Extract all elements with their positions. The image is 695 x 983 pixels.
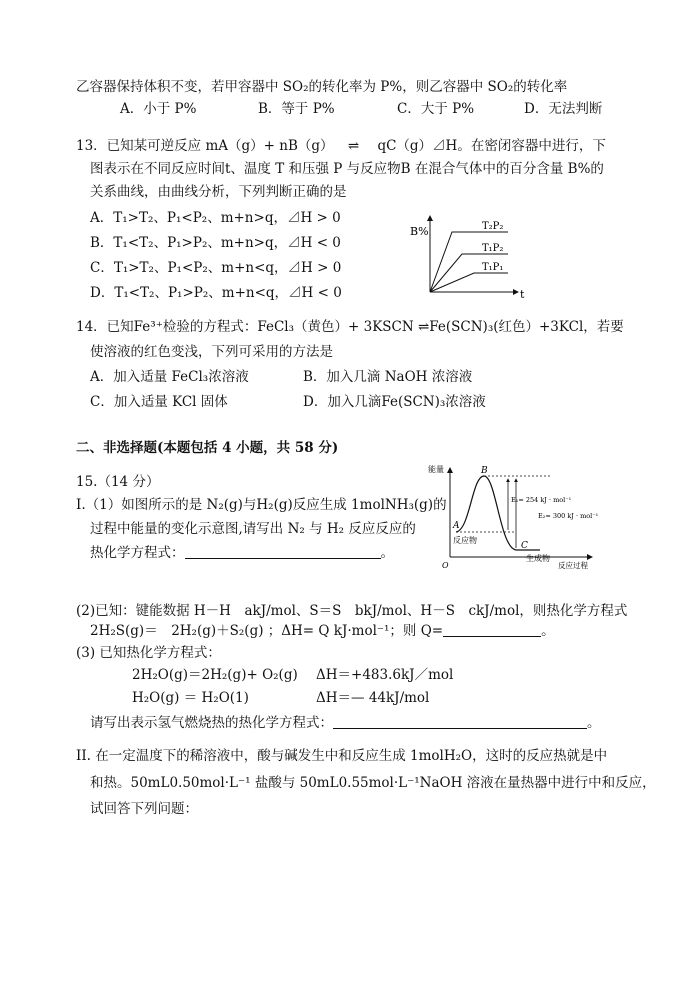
q12-option-a: A．小于 P% [120, 101, 197, 117]
q14-option-c: C．加入适量 KCl 固体 [90, 394, 228, 410]
q13-option-d: D．T₁<T₂、P₁>P₂、m+n<q，⊿H < 0 [90, 285, 342, 301]
energy-e2-label: E₂= 300 kJ · mol⁻¹ [538, 512, 599, 520]
q15-p2-line1: (2)已知：键能数据 H－H akJ/mol、S＝S bkJ/mol、H－S ckJ/mol，则热化学方程式 [76, 603, 628, 619]
q15-p3-ask-line [90, 714, 601, 732]
q13-graph [400, 210, 540, 302]
q13-stem-line2: 图表示在不同反应时间t、温度 T 和压强 P 与反应物B 在混合气体中的百分含量 B%的 [90, 161, 604, 177]
q15-p1-line2: 过程中能量的变化示意图,请写出 N₂ 与 H₂ 反应反应的 [90, 521, 416, 537]
q15-header: 15.（14 分） [76, 474, 160, 490]
q15-p2-answer-blank[interactable] [443, 622, 541, 637]
q13-curve-label-t1p2: T₁P₂ [482, 243, 504, 254]
q13-stem-part1: 13．已知某可逆反应 mA（g）+ nB（g） [76, 138, 334, 154]
q15-p3-ask: 请写出表示氢气燃烧热的热化学方程式： [90, 715, 333, 731]
q13-stem-part2: qC（g）⊿H。在密闭容器中进行，下 [377, 138, 606, 154]
q14-stem-line1: 14．已知Fe³⁺检验的方程式：FeCl₃（黄色）+ 3KSCN ⇌Fe(SCN)₃(红色）+3KCl，若要 [76, 319, 624, 335]
energy-product-label: 生成物 [526, 554, 550, 563]
energy-point-a: A [453, 521, 460, 531]
q14-option-d: D．加入几滴Fe(SCN)₃浓溶液 [303, 394, 486, 410]
energy-origin-label: O [442, 561, 449, 570]
q15-ii-line1: II. 在一定温度下的稀溶液中，酸与碱发生中和反应生成 1molH₂O，这时的反应热就是中 [76, 748, 608, 764]
energy-reactant-label: 反应物 [453, 536, 477, 545]
q13-option-b: B．T₁<T₂、P₁>P₂、m+n>q，⊿H < 0 [90, 235, 341, 251]
q13-x-label: t [520, 288, 525, 301]
energy-point-c: C [521, 541, 528, 551]
section2-title: 二、非选择题(本题包括 4 小题，共 58 分) [76, 440, 339, 456]
q15-p1-answer-blank[interactable] [185, 544, 381, 559]
q15-p2-end: 。 [541, 623, 555, 639]
q13-y-label: B% [410, 225, 429, 238]
q13-option-a: A．T₁>T₂、P₁<P₂、m+n>q，⊿H > 0 [90, 210, 341, 226]
q12-stem: 乙容器保持体积不变，若甲容器中 SO₂的转化率为 P%，则乙容器中 SO₂的转化率 [76, 79, 568, 95]
energy-diagram [420, 462, 600, 570]
energy-y-label: 能量 [428, 465, 444, 474]
q12-option-b: B．等于 P% [258, 101, 335, 117]
q15-eq2-right: ΔH＝— 44kJ/mol [316, 690, 430, 706]
q12-option-c: C．大于 P% [397, 101, 475, 117]
q15-eq1-right: ΔH＝+483.6kJ／mol [316, 667, 454, 683]
q13-option-c: C．T₁>T₂、P₁<P₂、m+n<q，⊿H > 0 [90, 260, 342, 276]
q14-stem-line2: 使溶液的红色变浅，下列可采用的方法是 [90, 344, 333, 360]
equilibrium-arrow-icon: ⇌ [347, 138, 360, 154]
q15-eq2-left: H₂O(g) ＝ H₂O(1) [132, 690, 249, 706]
q15-p1-prompt: 热化学方程式： [90, 545, 185, 561]
q13-curve-label-t2p2: T₂P₂ [482, 221, 504, 232]
q15-ii-line3: 试回答下列问题： [90, 801, 198, 817]
q15-eq1-left: 2H₂O(g)＝2H₂(g)+ O₂(g) [132, 667, 298, 683]
q15-p1-line3 [90, 544, 394, 562]
q13-curve-t1p1 [430, 273, 508, 292]
q12-option-d: D．无法判断 [524, 101, 603, 117]
q14-option-a: A．加入适量 FeCl₃浓溶液 [90, 369, 249, 385]
q13-curve-label-t1p1: T₁P₁ [482, 262, 504, 273]
q15-p2-line2 [90, 622, 555, 640]
q15-p1-end: 。 [380, 545, 394, 561]
q15-p3-title: (3) 已知热化学方程式： [76, 645, 221, 661]
q14-option-b: B．加入几滴 NaOH 浓溶液 [303, 369, 473, 385]
q15-p3-answer-blank[interactable] [333, 714, 587, 729]
q15-ii-line2: 和热。50mL0.50mol·L⁻¹ 盐酸与 50mL0.55mol·L⁻¹NaOH 溶液在量热器中进行中和反应， [90, 775, 656, 791]
energy-point-b: B [481, 466, 488, 476]
energy-x-label: 反应过程 [558, 561, 588, 570]
q15-p3-end: 。 [587, 715, 601, 731]
q13-stem-line1 [76, 137, 606, 155]
q15-p2-equation: 2H₂S(g)＝ 2H₂(g)＋S₂(g) ；ΔH= Q kJ·mol⁻¹；则 Q= [90, 623, 444, 639]
energy-e1-label: E₁= 254 kJ · mol⁻¹ [511, 496, 572, 504]
q15-p1-line1: I.（1）如图所示的是 N₂(g)与H₂(g)反应生成 1molNH₃(g)的 [76, 497, 447, 513]
q13-stem-line3: 关系曲线，由曲线分析，下列判断正确的是 [90, 184, 347, 200]
